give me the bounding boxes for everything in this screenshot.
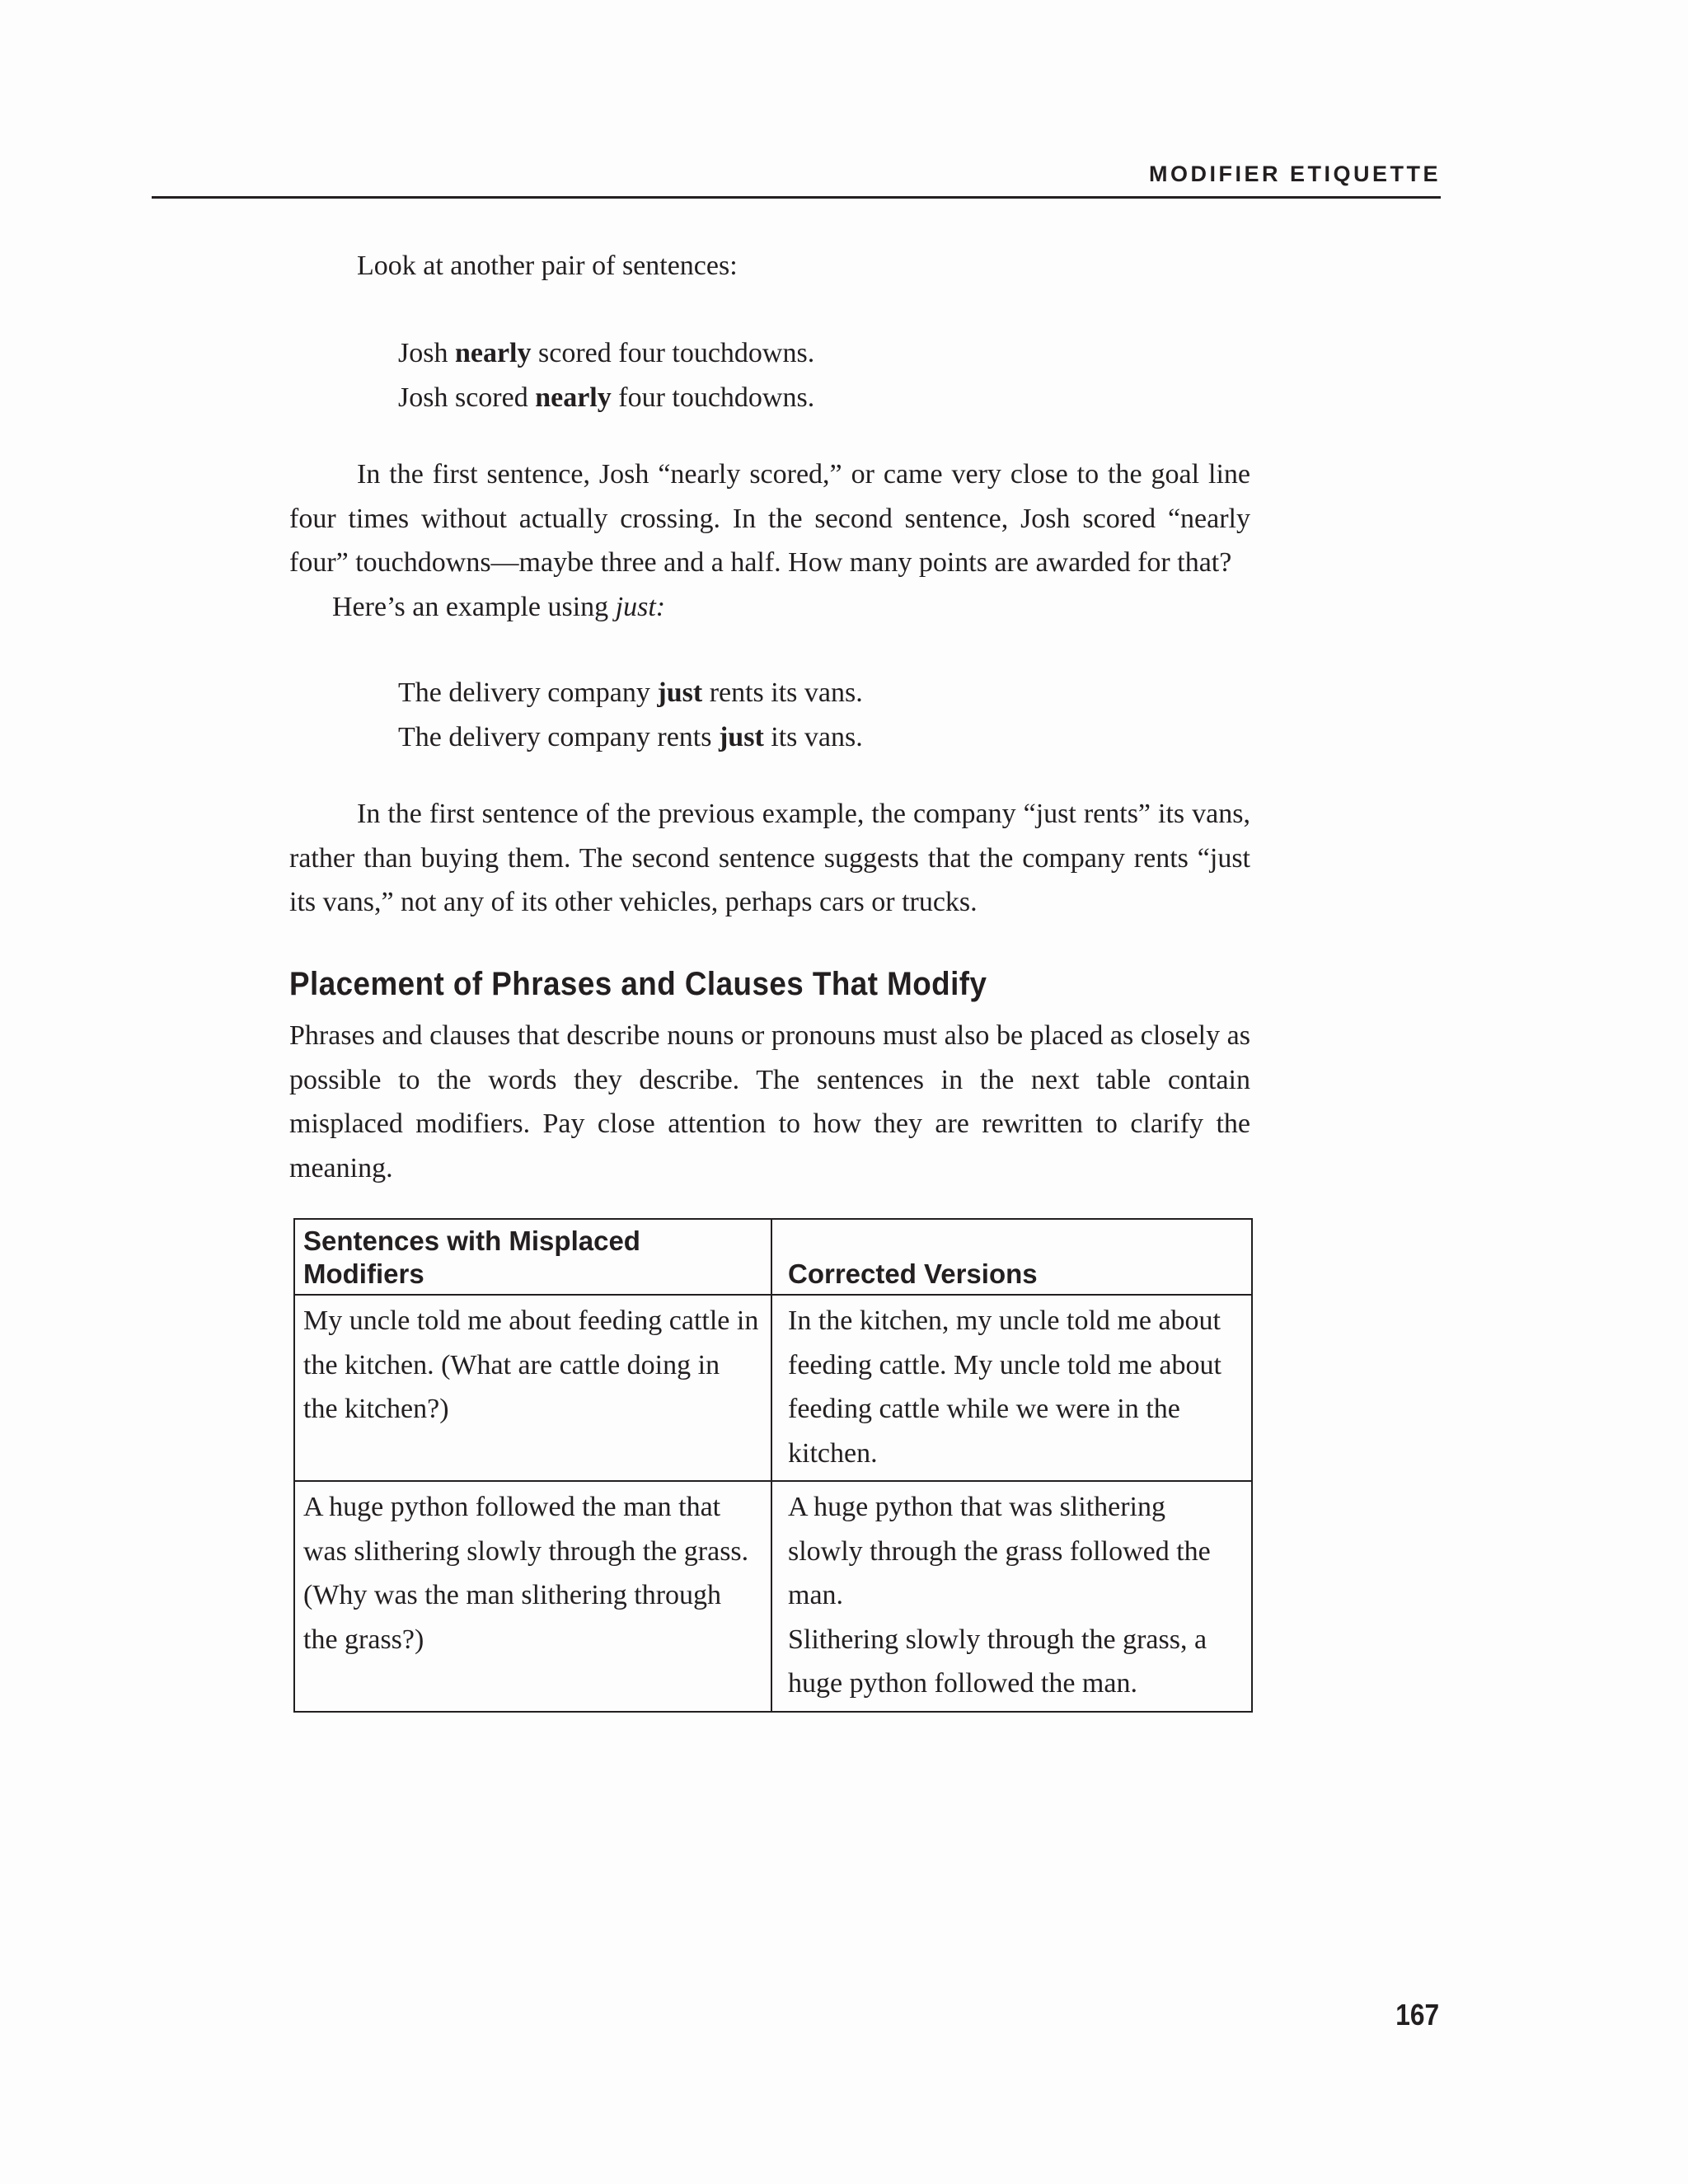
misplaced-cell: My uncle told me about feeding cattle in the kitchen. (What are cattle doing in the kitchen?) [294, 1295, 771, 1481]
paragraph-just-intro: Here’s an example using just: [332, 591, 666, 622]
corrected-cell [771, 1481, 1252, 1712]
misplaced-cell: A huge python followed the man that was slithering slowly through the grass. (Why was the man slithering through the grass?) [294, 1481, 771, 1712]
corrected-sentence: Slithering slowly through the grass, a huge python followed the man. [788, 1624, 1207, 1699]
intro-text: Look at another pair of sentences: [357, 251, 738, 281]
running-head: MODIFIER ETIQUETTE [1148, 162, 1441, 186]
example-block-2 [289, 671, 1250, 759]
corrected-sentence: In the kitchen, my uncle told me about feeding cattle. My uncle told me about feeding cattle while we were in the kitchen. [788, 1305, 1221, 1469]
table-row [294, 1295, 1252, 1481]
paragraph-nearly-explanation: In the first sentence, Josh “nearly scored,” or came very close to the goal line four times without actually crossing. In the second sentence, Josh scored “nearly four” touchdowns—maybe three and a half. How many points are awarded for that? [289, 459, 1250, 578]
column-header-corrected: Corrected Versions [771, 1219, 1252, 1295]
body-block-4 [289, 1014, 1250, 1190]
section-heading: Placement of Phrases and Clauses That Modify [289, 966, 987, 1002]
body-block-1 [289, 244, 1250, 288]
example-sentence: The delivery company just rents its vans. [398, 677, 863, 708]
body-block-3 [289, 792, 1250, 925]
corrected-sentence: A huge python that was slithering slowly through the grass followed the man. [788, 1492, 1211, 1610]
column-header-misplaced: Sentences with Misplaced Modifiers [294, 1219, 771, 1295]
header-rule [152, 196, 1441, 199]
modifier-table [293, 1218, 1253, 1713]
section-paragraph: Phrases and clauses that describe nouns or pronouns must also be placed as closely as possible to the words they describe. The sentences in the next table contain misplaced modifiers. Pay close attention to how they are rewritten to clarify the meaning. [289, 1020, 1250, 1183]
body-block-2 [289, 452, 1250, 629]
example-sentences-just [289, 671, 1250, 759]
example-sentence: Josh nearly scored four touchdowns. [398, 338, 815, 368]
example-sentence: Josh scored nearly four touchdowns. [398, 382, 815, 413]
page-number: 167 [1395, 1998, 1439, 2032]
paragraph-just-explanation: In the first sentence of the previous example, the company “just rents” its vans, rather than buying them. The second sentence suggests that the company rents “just its vans,” not any of its other vehicles, perhaps cars or trucks. [289, 799, 1250, 917]
corrected-cell [771, 1295, 1252, 1481]
table-row [294, 1481, 1252, 1712]
example-block-1 [289, 331, 1250, 419]
example-sentence: The delivery company rents just its vans. [398, 721, 863, 752]
table-header-row [294, 1219, 1252, 1295]
example-sentences-nearly [289, 331, 1250, 419]
